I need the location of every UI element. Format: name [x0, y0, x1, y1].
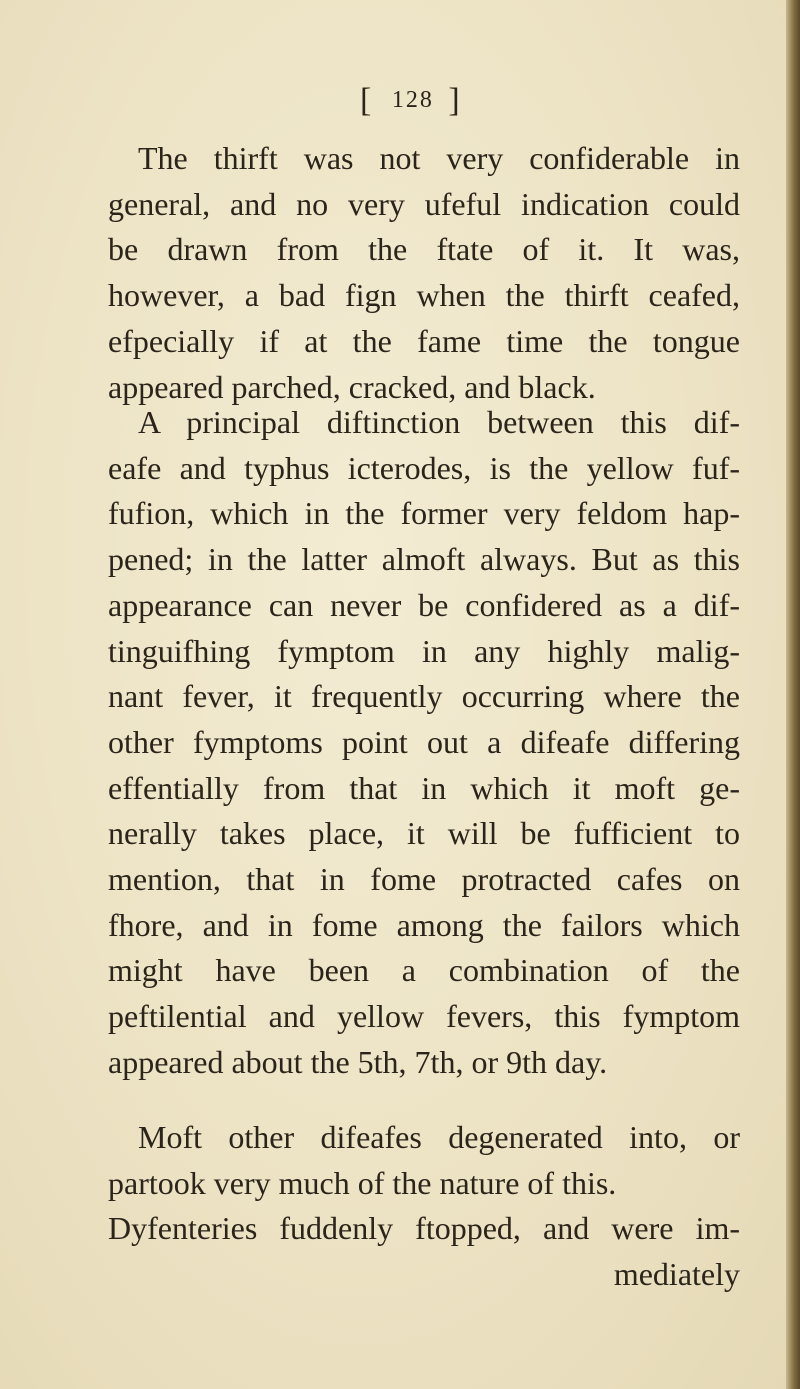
- text-line: Moft other difeafes degenerated into, or: [138, 1119, 740, 1155]
- text-line: appeared parched, cracked, and black.: [108, 368, 596, 405]
- catchword: mediately: [613, 1256, 740, 1293]
- text-line: appearance can never be confidered as a dif-: [108, 586, 740, 623]
- page-number: 128: [391, 87, 434, 113]
- text-line: Dyfenteries fuddenly ftopped, and were im-: [108, 1210, 740, 1247]
- text-line: mention, that in fome protracted cafes on: [108, 861, 740, 898]
- text-line: nant fever, it frequently occurring where the: [108, 678, 740, 715]
- paragraph-3: [108, 1115, 740, 1298]
- page-edge: [786, 0, 800, 1389]
- paragraph-2: [108, 400, 740, 1086]
- text-line: fufion, which in the former very feldom hap-: [108, 495, 740, 532]
- text-line: other fymptoms point out a difeafe differing: [108, 723, 740, 760]
- text-line: effentially from that in which it moft ge-: [108, 769, 740, 806]
- text-line: fhore, and in fome among the failors which: [108, 906, 740, 943]
- text-line: tinguifhing fymptom in any highly malig-: [108, 632, 740, 669]
- text-line: A principal diftinction between this dif-: [138, 404, 740, 440]
- text-line: partook very much of the nature of this.: [108, 1164, 617, 1201]
- text-line: pened; in the latter almoft always. But as this: [108, 541, 740, 578]
- text-line: eafe and typhus icterodes, is the yellow fuf-: [108, 449, 740, 486]
- text-line: be drawn from the ftate of it. It was,: [108, 231, 740, 268]
- text-line: nerally takes place, it will be fufficient to: [108, 815, 740, 852]
- text-line: The thirft was not very confiderable in: [138, 140, 740, 176]
- text-line: peftilential and yellow fevers, this fymptom: [108, 998, 740, 1035]
- bracket-close: ]: [448, 82, 466, 119]
- text-line: might have been a combination of the: [108, 952, 740, 989]
- text-line: general, and no very ufeful indication could: [108, 185, 740, 222]
- text-line: appeared about the 5th, 7th, or 9th day.: [108, 1043, 608, 1080]
- bracket-open: [: [360, 82, 378, 119]
- text-line: efpecially if at the fame time the tongue: [108, 322, 740, 359]
- paragraph-1: [108, 136, 740, 410]
- text-line: however, a bad fign when the thirft ceafed,: [108, 277, 740, 314]
- page-header: [360, 82, 540, 120]
